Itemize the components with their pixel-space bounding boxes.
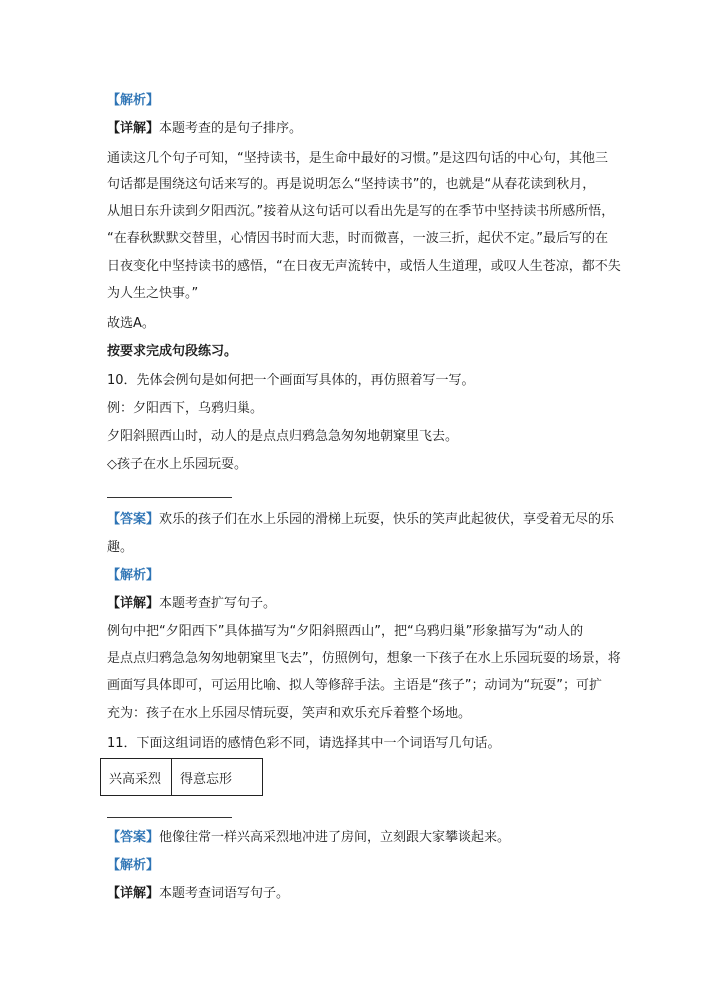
detail-text: 本题考查扩写句子。 (159, 596, 277, 611)
paragraph-line: 从旭日东升读到夕阳西沉。”接着从这句话可以看出先是写的在季节中坚持读书所感所悟， (107, 204, 615, 219)
answer-line (107, 512, 637, 528)
word-cell: 兴高采烈 (101, 759, 172, 796)
detail-line (107, 121, 637, 137)
answer-text: 欢乐的孩子们在水上乐园的滑梯上玩耍，快乐的笑声此起彼伏，享受着无尽的乐 (159, 512, 615, 527)
word-cell: 得意忘形 (172, 759, 263, 796)
paragraph-line: 日夜变化中坚持读书的感悟，“在日夜无声流转中，或悟人生道理，或叹人生苍凉，都不失 (107, 259, 621, 274)
analysis-tag: 【解析】 (107, 93, 160, 108)
detail-tag: 【详解】 (107, 121, 160, 136)
detail-tag: 【详解】 (107, 596, 160, 611)
answer-tag: 【答案】 (107, 512, 160, 527)
paragraph-line: 通读这几个句子可知，“坚持读书，是生命中最好的习惯。”是这四句话的中心句，其他三 (107, 151, 608, 166)
detail-line (107, 596, 637, 612)
answer-line (107, 830, 637, 846)
prompt-sentence: ◇孩子在水上乐园玩耍。 (107, 457, 247, 472)
paragraph-line: 句话都是围绕这句话来写的。再是说明怎么“坚持读书”的，也就是“从春花读到秋月， (107, 177, 596, 192)
answer-blank (107, 817, 232, 819)
answer-line: 趣。 (107, 540, 134, 555)
paragraph-line: “在春秋默默交替里，心情因书时而大悲，时而微喜，一波三折，起伏不定。”最后写的在 (107, 231, 608, 246)
question-11: 11．下面这组词语的感情色彩不同，请选择其中一个词语写几句话。 (107, 736, 501, 751)
question-10: 10．先体会例句是如何把一个画面写具体的，再仿照着写一写。 (107, 373, 475, 388)
word-table (100, 758, 263, 796)
example-sentence: 例：夕阳西下，乌鸦归巢。 (107, 401, 264, 416)
analysis-tag: 【解析】 (107, 568, 160, 583)
paragraph-line: 画面写具体即可，可运用比喻、拟人等修辞手法。主语是“孩子”；动词为“玩耍”；可扩 (107, 678, 602, 693)
paragraph-line: 例句中把“夕阳西下”具体描写为“夕阳斜照西山”，把“乌鸦归巢”形象描写为“动人的 (107, 624, 584, 639)
section-title: 按要求完成句段练习。 (107, 344, 238, 359)
answer-text: 他像往常一样兴高采烈地冲进了房间，立刻跟大家攀谈起来。 (159, 830, 511, 845)
detail-text: 本题考查词语写句子。 (159, 886, 290, 901)
answer-tag: 【答案】 (107, 830, 160, 845)
detail-text: 本题考查的是句子排序。 (159, 121, 303, 136)
paragraph-line: 是点点归鸦急急匆匆地朝窠里飞去”，仿照例句，想象一下孩子在水上乐园玩耍的场景，将 (107, 651, 621, 666)
detail-tag: 【详解】 (107, 886, 160, 901)
choice-line: 故选A。 (107, 316, 155, 331)
example-expanded: 夕阳斜照西山时，动人的是点点归鸦急急匆匆地朝窠里飞去。 (107, 429, 459, 444)
answer-blank (107, 497, 232, 499)
paragraph-line: 为人生之快事。” (107, 286, 199, 301)
paragraph-line: 充为：孩子在水上乐园尽情玩耍，笑声和欢乐充斥着整个场地。 (107, 706, 472, 721)
analysis-tag: 【解析】 (107, 858, 160, 873)
detail-line (107, 886, 637, 902)
